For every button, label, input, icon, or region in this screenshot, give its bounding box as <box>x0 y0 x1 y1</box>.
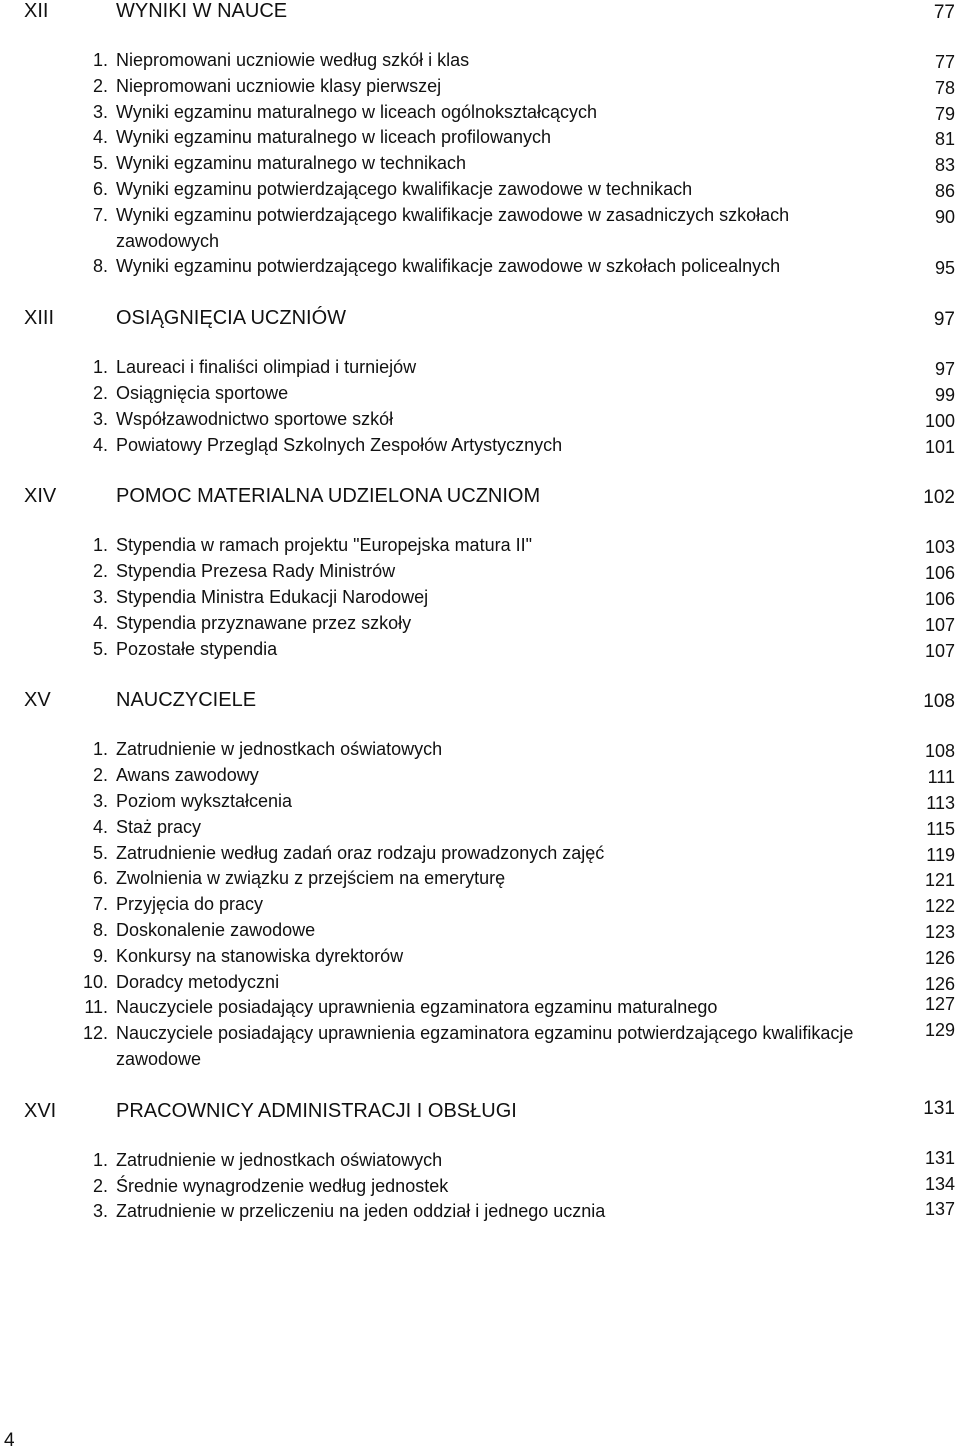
section-items <box>0 737 960 1072</box>
toc-item <box>0 177 960 203</box>
item-number: 5. <box>92 153 108 174</box>
item-number: 2. <box>92 75 108 96</box>
item-page: 113 <box>926 792 955 813</box>
section-page: 108 <box>923 691 955 713</box>
item-number: 5. <box>92 638 108 659</box>
toc-item <box>0 151 960 177</box>
section-number: XIII <box>24 307 55 330</box>
item-title: Konkursy na stanowiska dyrektorów <box>116 945 404 966</box>
toc-item <box>0 866 960 892</box>
item-title: Pozostałe stypendia <box>116 638 278 659</box>
item-number: 8. <box>92 256 108 277</box>
item-title: Niepromowani uczniowie według szkół i klas <box>116 50 470 70</box>
item-number: 4. <box>92 127 108 148</box>
item-page: 127 <box>924 994 955 1015</box>
item-title: Poziom wykształcenia <box>116 790 293 811</box>
item-title: Zatrudnienie w jednostkach oświatowych <box>116 739 443 760</box>
section-page: 131 <box>923 1097 955 1119</box>
toc-item <box>0 381 960 407</box>
toc-item <box>0 995 960 1021</box>
toc-item <box>0 1148 960 1174</box>
section-items <box>0 48 960 280</box>
item-title: Wyniki egzaminu potwierdzającego kwalifikacje zawodowe w technikach <box>116 178 693 199</box>
item-title: Stypendia w ramach projektu "Europejska matura II" <box>116 535 532 556</box>
item-number: 11. <box>84 997 108 1018</box>
section-xii <box>0 0 960 280</box>
toc-item <box>0 944 960 970</box>
section-number: XII <box>24 0 49 22</box>
section-xiii <box>0 307 960 458</box>
item-title: Zatrudnienie w jednostkach oświatowych <box>116 1149 443 1170</box>
section-spacer <box>0 662 960 689</box>
toc-item <box>0 585 960 611</box>
item-number: 6. <box>92 178 108 199</box>
item-number: 7. <box>92 894 108 915</box>
section-page: 102 <box>923 487 955 509</box>
item-page: 111 <box>927 767 955 788</box>
item-number: 5. <box>92 842 108 863</box>
item-title: Zwolnienia w związku z przejściem na emeryturę <box>116 868 506 889</box>
item-page: 77 <box>934 52 955 72</box>
item-page: 126 <box>924 973 955 994</box>
item-number: 2. <box>92 765 108 786</box>
section-spacer <box>0 280 960 307</box>
item-page: 131 <box>924 1147 955 1168</box>
item-page: 101 <box>924 436 955 457</box>
section-spacer <box>0 458 960 485</box>
item-title: Stypendia przyznawane przez szkoły <box>116 612 412 633</box>
item-page: 79 <box>934 103 955 124</box>
toc-item <box>0 74 960 100</box>
item-page: 108 <box>924 741 955 762</box>
item-page: 106 <box>924 563 955 584</box>
item-title: Niepromowani uczniowie klasy pierwszej <box>116 75 442 96</box>
item-number: 2. <box>92 382 108 403</box>
item-page: 115 <box>926 818 955 839</box>
item-page: 100 <box>924 410 955 431</box>
item-number: 4. <box>92 434 108 455</box>
item-title: Doskonalenie zawodowe <box>116 919 316 940</box>
section-title: WYNIKI W NAUCE <box>116 0 288 22</box>
section-title: POMOC MATERIALNA UDZIELONA UCZNIOM <box>116 485 541 508</box>
item-page: 86 <box>934 180 955 201</box>
item-title: Przyjęcia do pracy <box>116 894 264 915</box>
toc-item <box>0 815 960 841</box>
item-page: 90 <box>934 206 955 227</box>
item-page: 129 <box>924 1020 955 1041</box>
item-title: Wyniki egzaminu potwierdzającego kwalifikacje zawodowe w zasadniczych szkołach zawodowych <box>116 204 790 251</box>
item-title: Wyniki egzaminu maturalnego w technikach <box>116 153 467 174</box>
toc-item <box>0 203 960 255</box>
section-items <box>0 533 960 662</box>
item-title: Wyniki egzaminu maturalnego w liceach ogólnokształcących <box>116 101 598 122</box>
section-xv <box>0 689 960 1072</box>
toc-item <box>0 763 960 789</box>
section-header <box>0 307 960 333</box>
section-number: XV <box>24 689 51 712</box>
section-number: XIV <box>24 485 57 508</box>
item-number: 4. <box>92 612 108 633</box>
item-page: 122 <box>924 896 955 917</box>
item-title: Nauczyciele posiadający uprawnienia egzaminatora egzaminu potwierdzającego kwalifikacje zawodowe <box>116 1023 854 1069</box>
item-page: 97 <box>934 359 955 380</box>
item-number: 2. <box>92 1175 108 1196</box>
item-title: Osiągnięcia sportowe <box>116 382 289 403</box>
item-page: 126 <box>924 947 955 968</box>
toc-item <box>0 1021 960 1073</box>
toc-item <box>0 789 960 815</box>
item-page: 107 <box>924 614 955 635</box>
item-title: Współzawodnictwo sportowe szkół <box>116 408 394 429</box>
item-number: 10. <box>82 971 108 992</box>
item-title: Staż pracy <box>116 816 202 837</box>
item-number: 1. <box>92 50 108 70</box>
item-number: 3. <box>92 408 108 429</box>
item-page: 121 <box>924 870 955 891</box>
item-page: 119 <box>926 844 955 865</box>
item-title: Nauczyciele posiadający uprawnienia egzaminatora egzaminu maturalnego <box>116 997 718 1018</box>
toc-item <box>0 970 960 996</box>
section-header <box>0 485 960 511</box>
item-page: 103 <box>924 537 955 558</box>
item-number: 9. <box>92 945 108 966</box>
toc-item <box>0 254 960 280</box>
item-page: 123 <box>924 921 955 942</box>
item-number: 1. <box>92 357 108 378</box>
toc-item <box>0 1199 960 1225</box>
section-header <box>0 1097 960 1126</box>
item-title: Wyniki egzaminu potwierdzającego kwalifikacje zawodowe w szkołach policealnych <box>116 256 781 277</box>
item-page: 83 <box>934 155 955 176</box>
item-number: 1. <box>92 535 108 556</box>
item-title: Zatrudnienie w przeliczeniu na jeden oddział i jednego ucznia <box>116 1201 606 1222</box>
section-xvi <box>0 1097 960 1225</box>
section-header <box>0 0 960 26</box>
toc-item <box>0 433 960 459</box>
section-number: XVI <box>24 1099 57 1122</box>
item-number: 1. <box>92 739 108 760</box>
section-title: NAUCZYCIELE <box>116 689 257 712</box>
item-page: 78 <box>934 77 955 98</box>
toc-item <box>0 637 960 663</box>
section-title: OSIĄGNIĘCIA UCZNIÓW <box>116 307 347 330</box>
item-title: Średnie wynagrodzenie według jednostek <box>116 1175 449 1196</box>
item-page: 106 <box>924 588 955 609</box>
item-title: Doradcy metodyczni <box>116 971 280 992</box>
item-number: 6. <box>92 868 108 889</box>
item-title: Wyniki egzaminu maturalnego w liceach profilowanych <box>116 127 552 148</box>
toc-item <box>0 100 960 126</box>
toc-item <box>0 737 960 763</box>
section-header <box>0 689 960 715</box>
item-page: 95 <box>934 258 955 279</box>
item-number: 8. <box>92 919 108 940</box>
section-page: 77 <box>933 2 955 23</box>
section-title: PRACOWNICY ADMINISTRACJI I OBSŁUGI <box>116 1099 517 1122</box>
item-number: 3. <box>92 101 108 122</box>
item-title: Powiatowy Przegląd Szkolnych Zespołów Artystycznych <box>116 434 563 455</box>
item-number: 4. <box>92 816 108 837</box>
page-number: 4 <box>4 1430 15 1451</box>
toc-item <box>0 892 960 918</box>
item-number: 2. <box>92 561 108 582</box>
toc-item <box>0 611 960 637</box>
section-page: 97 <box>933 309 955 331</box>
toc-item <box>0 1174 960 1200</box>
toc-item <box>0 559 960 585</box>
item-title: Laureaci i finaliści olimpiad i turniejów <box>116 357 417 378</box>
section-spacer <box>0 1073 960 1100</box>
item-title: Zatrudnienie według zadań oraz rodzaju prowadzonych zajęć <box>116 842 605 863</box>
item-page: 81 <box>934 129 955 150</box>
item-page: 99 <box>934 384 955 405</box>
item-number: 3. <box>92 1201 108 1222</box>
item-page: 137 <box>924 1199 955 1220</box>
toc-item <box>0 918 960 944</box>
item-page: 107 <box>924 640 955 661</box>
item-title: Awans zawodowy <box>116 765 259 786</box>
item-number: 3. <box>92 790 108 811</box>
toc-item <box>0 48 960 74</box>
toc-item <box>0 125 960 151</box>
section-xiv <box>0 485 960 662</box>
item-number: 3. <box>92 586 108 607</box>
item-page: 134 <box>924 1173 955 1194</box>
item-title: Stypendia Prezesa Rady Ministrów <box>116 561 396 582</box>
toc-item <box>0 407 960 433</box>
toc-item <box>0 841 960 867</box>
item-title: Stypendia Ministra Edukacji Narodowej <box>116 586 429 607</box>
item-number: 7. <box>92 204 108 225</box>
toc-item <box>0 355 960 381</box>
section-items <box>0 355 960 458</box>
section-items <box>0 1148 960 1225</box>
item-number: 1. <box>92 1149 108 1170</box>
item-number: 12. <box>82 1023 108 1044</box>
toc-item <box>0 533 960 559</box>
